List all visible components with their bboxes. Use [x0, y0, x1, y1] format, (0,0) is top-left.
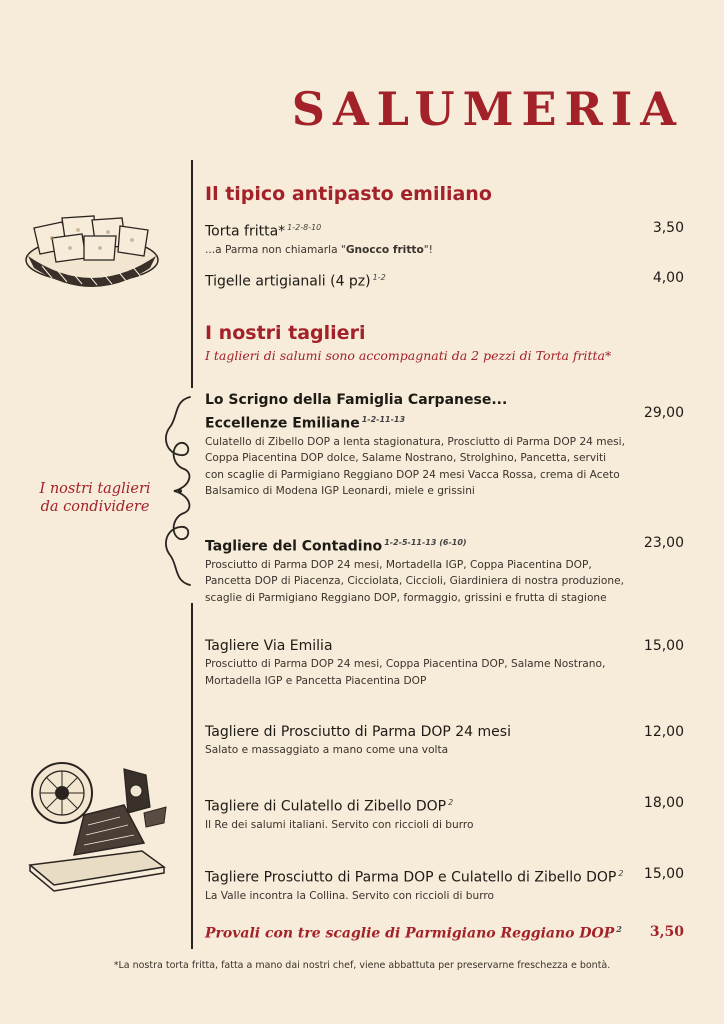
menu-item-tigelle [205, 268, 684, 292]
divider-line-top [191, 160, 193, 388]
menu-item-prosciutto-culatello [205, 864, 684, 904]
item-name: Lo Scrigno della Famiglia Carpanese... Eccellenze Emiliane $^{1-2-11-13}$ [205, 392, 508, 432]
item-price: 23,00 [643, 535, 684, 551]
section-title-antipasto: Il tipico antipasto emiliano [205, 183, 492, 205]
menu-item-via-emilia [205, 636, 684, 689]
item-price: 15,00 [643, 866, 684, 882]
item-description: Salato e massaggiato a mano come una volta [205, 744, 449, 756]
allergen-codes: 1-2-8-10 [287, 223, 322, 232]
item-description: ...a Parma non chiamarla "Gnocco fritto"! [205, 243, 433, 256]
side-label [30, 480, 160, 516]
side-label-line2: da condividere [40, 499, 150, 515]
special-offer [205, 924, 684, 942]
item-name: Tagliere Via Emilia [205, 638, 333, 654]
section-subtitle: I taglieri di salumi sono accompagnati da 2 pezzi di Torta fritta* [205, 348, 612, 363]
side-label-line1: I nostri taglieri [39, 481, 151, 497]
ornamental-bracket-icon [160, 395, 196, 587]
item-price: 29,00 [643, 405, 684, 421]
allergen-codes: 1-2-11-13 [361, 415, 406, 424]
item-name: Tagliere del Contadino $^{1-2-5-11-13 (6-10)}$ [205, 538, 467, 555]
item-price: 4,00 [652, 270, 684, 286]
meat-slicer-icon [24, 755, 170, 893]
item-price: 12,00 [643, 724, 684, 740]
allergen-codes: 2 [618, 869, 624, 878]
allergen-codes: 2 [616, 924, 622, 934]
page-title: SALUMERIA [291, 82, 684, 136]
allergen-codes: 1-2-5-11-13 (6-10) [384, 538, 467, 547]
bread-basket-icon [22, 208, 162, 288]
item-price: 3,50 [652, 220, 684, 236]
allergen-codes: 1-2 [372, 273, 386, 282]
menu-item-contadino [205, 533, 684, 606]
menu-item-culatello [205, 793, 684, 833]
allergen-codes: 2 [448, 798, 454, 807]
item-price: 15,00 [643, 638, 684, 654]
item-description: Il Re dei salumi italiani. Servito con riccioli di burro [205, 818, 474, 831]
special-price: 3,50 [649, 924, 684, 940]
menu-item-torta-fritta [205, 218, 684, 258]
item-price: 18,00 [643, 795, 684, 811]
item-name: Tagliere di Culatello di Zibello DOP $^2$ [205, 798, 454, 815]
menu-item-prosciutto [205, 722, 684, 759]
special-text: Provali con tre scaglie di Parmigiano Reggiano DOP $^2$ [205, 924, 622, 942]
menu-item-scrigno [205, 390, 684, 500]
item-name: Tigelle artigianali (4 pz) $^{1-2}$ [205, 273, 386, 290]
section-title-taglieri: I nostri taglieri [205, 322, 366, 344]
item-description: Prosciutto di Parma DOP 24 mesi, Mortadella IGP, Coppa Piacentina DOP, Pancetta DOP di Piacenza, Cicciolata, Ciccioli, Giardiniera di nostra produzione, scaglie di Parmigiano Reggiano DOP, formaggio, grissini e frutta di stagione [205, 558, 624, 604]
divider-line-bottom [191, 603, 193, 949]
item-description: Prosciutto di Parma DOP 24 mesi, Coppa Piacentina DOP, Salame Nostrano, Mortadella IGP e Pancetta Piacentina DOP [205, 658, 606, 687]
item-name: Tagliere di Prosciutto di Parma DOP 24 mesi [205, 724, 511, 740]
item-description: La Valle incontra la Collina. Servito con riccioli di burro [205, 889, 495, 902]
item-name: Tagliere Prosciutto di Parma DOP e Culatello di Zibello DOP $^2$ [205, 869, 624, 886]
item-description: Culatello di Zibello DOP a lenta stagionatura, Prosciutto di Parma DOP 24 mesi, Coppa Piacentina DOP dolce, Salame Nostrano, Strolghino, Pancetta, serviti con scaglie di Parmigiano Reggiano DOP 24 mesi Vacca Rossa, crema di Aceto Balsamico di Modena IGP Leonardi, miele e grissini [205, 435, 625, 498]
item-name: Torta fritta* $^{1-2-8-10}$ [205, 223, 322, 240]
footnote: *La nostra torta fritta, fatta a mano dai nostri chef, viene abbattuta per preservarne freschezza e bontà. [113, 960, 611, 971]
